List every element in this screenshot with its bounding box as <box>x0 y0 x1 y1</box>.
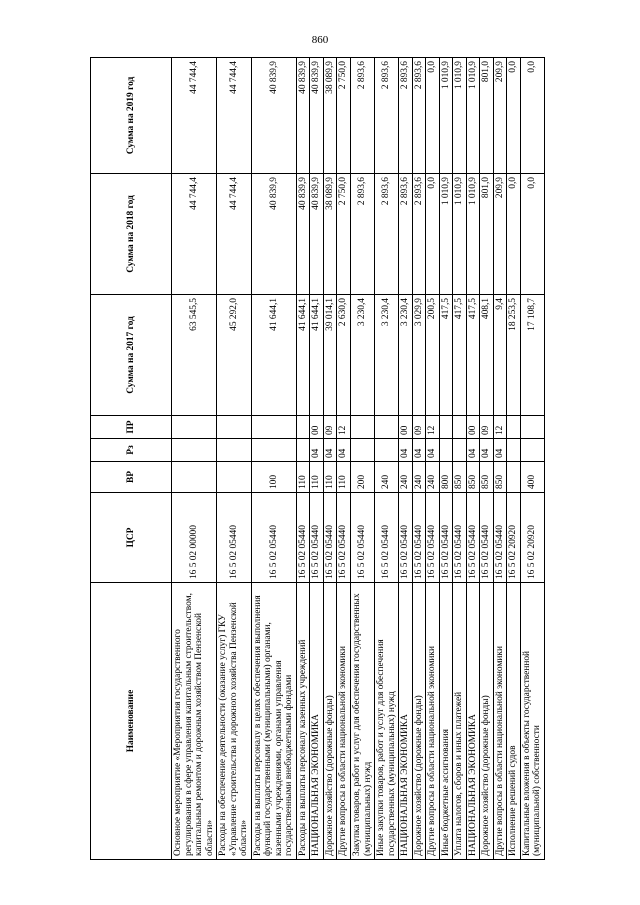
table-row <box>426 58 440 860</box>
cell-2017: 417,5 <box>439 295 453 416</box>
cell-name: Дорожное хозяйство (дорожные фонды) <box>412 583 426 860</box>
cell-pr <box>172 416 217 439</box>
cell-2019: 1 010,9 <box>466 58 480 174</box>
cell-2018: 1 010,9 <box>439 174 453 295</box>
cell-name: Другие вопросы в области национальной экономики <box>493 583 507 860</box>
cell-rz <box>439 439 453 462</box>
table-row <box>350 58 374 860</box>
cell-2017: 41 644,1 <box>296 295 310 416</box>
cell-2017: 63 545,5 <box>172 295 217 416</box>
cell-rz: 04 <box>480 439 494 462</box>
cell-name: Иные закупки товаров, работ и услуг для обеспечения государственных (муниципальных) нужд <box>375 583 399 860</box>
page-number: 860 <box>311 34 329 46</box>
cell-2017: 2 630,0 <box>337 295 351 416</box>
cell-2018: 40 839,9 <box>296 174 310 295</box>
cell-2019: 2 893,6 <box>412 58 426 174</box>
budget-table <box>90 57 545 860</box>
cell-vr: 240 <box>412 462 426 493</box>
cell-vr: 800 <box>439 462 453 493</box>
cell-pr: 09 <box>323 416 337 439</box>
cell-rz: 04 <box>426 439 440 462</box>
cell-csr: 16 5 02 05440 <box>310 493 324 583</box>
cell-2019: 38 089,9 <box>323 58 337 174</box>
cell-2018: 44 744,4 <box>217 174 252 295</box>
cell-name: Расходы на обеспечение деятельности (оказание услуг) ГКУ «Управление строительства и дорожного хозяйства Пензенской области» <box>217 583 252 860</box>
cell-pr <box>453 416 467 439</box>
table-body <box>172 58 545 860</box>
cell-vr: 850 <box>466 462 480 493</box>
cell-2019: 0,0 <box>426 58 440 174</box>
cell-pr <box>439 416 453 439</box>
cell-pr: 09 <box>412 416 426 439</box>
cell-csr: 16 5 02 05440 <box>399 493 413 583</box>
cell-rz: 04 <box>412 439 426 462</box>
cell-2019: 40 839,9 <box>310 58 324 174</box>
table-row <box>217 58 252 860</box>
cell-csr: 16 5 02 05440 <box>350 493 374 583</box>
cell-pr: 00 <box>399 416 413 439</box>
header-2019: Сумма на 2019 год <box>91 58 172 174</box>
cell-csr: 16 5 02 05440 <box>493 493 507 583</box>
cell-csr: 16 5 02 05440 <box>426 493 440 583</box>
cell-2017: 41 644,1 <box>251 295 296 416</box>
table-row <box>439 58 453 860</box>
cell-2018: 40 839,9 <box>310 174 324 295</box>
cell-pr <box>375 416 399 439</box>
cell-rz <box>172 439 217 462</box>
cell-name: Дорожное хозяйство (дорожные фонды) <box>323 583 337 860</box>
cell-csr: 16 5 02 05440 <box>217 493 252 583</box>
cell-csr: 16 5 02 05440 <box>251 493 296 583</box>
cell-2018: 0,0 <box>426 174 440 295</box>
cell-2018: 2 893,6 <box>375 174 399 295</box>
cell-2018: 1 010,9 <box>466 174 480 295</box>
cell-csr: 16 5 02 05440 <box>375 493 399 583</box>
header-2017: Сумма на 2017 год <box>91 295 172 416</box>
cell-2018: 2 893,6 <box>412 174 426 295</box>
cell-pr <box>350 416 374 439</box>
cell-pr: 12 <box>337 416 351 439</box>
table-row <box>520 58 544 860</box>
cell-2017: 3 230,4 <box>399 295 413 416</box>
cell-2018: 209,9 <box>493 174 507 295</box>
cell-pr: 12 <box>493 416 507 439</box>
cell-name: Иные бюджетные ассигнования <box>439 583 453 860</box>
cell-2019: 44 744,4 <box>217 58 252 174</box>
cell-name: Закупка товаров, работ и услуг для обеспечения государственных (муниципальных) нужд <box>350 583 374 860</box>
cell-pr <box>217 416 252 439</box>
cell-rz: 04 <box>323 439 337 462</box>
cell-csr: 16 5 02 05440 <box>323 493 337 583</box>
cell-name: Расходы на выплаты персоналу в целях обеспечения выполнения функций государственными (муниципальными) органами, казенными учреждениями, органами управления государственными внебюджетными фондами <box>251 583 296 860</box>
table-row <box>399 58 413 860</box>
cell-2017: 3 029,9 <box>412 295 426 416</box>
header-rz: Рз <box>91 439 172 462</box>
cell-rz <box>520 439 544 462</box>
table-row <box>412 58 426 860</box>
cell-rz: 04 <box>466 439 480 462</box>
cell-csr: 16 5 02 05440 <box>453 493 467 583</box>
cell-csr: 16 5 02 00000 <box>172 493 217 583</box>
cell-vr: 240 <box>426 462 440 493</box>
cell-pr <box>507 416 521 439</box>
cell-2017: 408,1 <box>480 295 494 416</box>
rotated-table-frame <box>90 58 568 860</box>
cell-2019: 0,0 <box>520 58 544 174</box>
cell-pr <box>520 416 544 439</box>
table-row <box>337 58 351 860</box>
cell-2017: 17 108,7 <box>520 295 544 416</box>
cell-2017: 18 253,5 <box>507 295 521 416</box>
cell-pr: 12 <box>426 416 440 439</box>
cell-2018: 1 010,9 <box>453 174 467 295</box>
cell-rz <box>296 439 310 462</box>
cell-2017: 39 014,1 <box>323 295 337 416</box>
cell-rz <box>251 439 296 462</box>
cell-rz <box>217 439 252 462</box>
header-csr: ЦСР <box>91 493 172 583</box>
cell-2018: 2 893,6 <box>399 174 413 295</box>
table-row <box>172 58 217 860</box>
cell-2019: 2 750,0 <box>337 58 351 174</box>
cell-name: Исполнение решений судов <box>507 583 521 860</box>
cell-csr: 16 5 02 05440 <box>480 493 494 583</box>
cell-vr <box>217 462 252 493</box>
table-row <box>507 58 521 860</box>
table-row <box>323 58 337 860</box>
cell-vr: 240 <box>399 462 413 493</box>
cell-rz: 04 <box>493 439 507 462</box>
cell-name: Капитальные вложения в объекты государственной (муниципальной) собственности <box>520 583 544 860</box>
cell-name: Другие вопросы в области национальной экономики <box>337 583 351 860</box>
cell-csr: 16 5 02 05440 <box>296 493 310 583</box>
cell-2019: 801,0 <box>480 58 494 174</box>
cell-name: Расходы на выплаты персоналу казенных учреждений <box>296 583 310 860</box>
cell-vr: 110 <box>337 462 351 493</box>
header-2018: Сумма на 2018 год <box>91 174 172 295</box>
table-container <box>90 58 568 860</box>
cell-rz <box>453 439 467 462</box>
cell-csr: 16 5 02 05440 <box>412 493 426 583</box>
cell-vr: 110 <box>310 462 324 493</box>
cell-rz: 04 <box>310 439 324 462</box>
cell-csr: 16 5 02 05440 <box>439 493 453 583</box>
cell-2017: 417,5 <box>466 295 480 416</box>
cell-name: Другие вопросы в области национальной экономики <box>426 583 440 860</box>
table-row <box>480 58 494 860</box>
cell-pr <box>251 416 296 439</box>
cell-2018: 801,0 <box>480 174 494 295</box>
cell-rz: 04 <box>399 439 413 462</box>
cell-vr <box>172 462 217 493</box>
cell-2019: 209,9 <box>493 58 507 174</box>
cell-2018: 38 089,9 <box>323 174 337 295</box>
cell-vr: 110 <box>296 462 310 493</box>
cell-2017: 3 230,4 <box>350 295 374 416</box>
cell-name: НАЦИОНАЛЬНАЯ ЭКОНОМИКА <box>399 583 413 860</box>
cell-rz <box>350 439 374 462</box>
cell-vr: 110 <box>323 462 337 493</box>
table-header <box>91 58 172 860</box>
cell-csr: 16 5 02 05440 <box>337 493 351 583</box>
cell-name: НАЦИОНАЛЬНАЯ ЭКОНОМИКА <box>310 583 324 860</box>
cell-rz: 04 <box>337 439 351 462</box>
cell-2017: 45 292,0 <box>217 295 252 416</box>
cell-2017: 200,5 <box>426 295 440 416</box>
cell-2018: 2 893,6 <box>350 174 374 295</box>
cell-2018: 0,0 <box>507 174 521 295</box>
cell-vr: 240 <box>375 462 399 493</box>
header-row <box>91 58 172 860</box>
cell-2019: 1 010,9 <box>439 58 453 174</box>
cell-2019: 40 839,9 <box>296 58 310 174</box>
cell-2019: 2 893,6 <box>399 58 413 174</box>
cell-vr: 850 <box>453 462 467 493</box>
cell-2019: 44 744,4 <box>172 58 217 174</box>
cell-csr: 16 5 02 20920 <box>520 493 544 583</box>
table-row <box>296 58 310 860</box>
table-row <box>493 58 507 860</box>
cell-2018: 44 744,4 <box>172 174 217 295</box>
table-row <box>453 58 467 860</box>
cell-vr: 850 <box>493 462 507 493</box>
cell-pr <box>296 416 310 439</box>
cell-2019: 0,0 <box>507 58 521 174</box>
cell-rz <box>507 439 521 462</box>
cell-vr <box>507 462 521 493</box>
cell-2019: 2 893,6 <box>350 58 374 174</box>
cell-pr: 00 <box>466 416 480 439</box>
header-name: Наименование <box>91 583 172 860</box>
cell-vr: 850 <box>480 462 494 493</box>
cell-2019: 40 839,9 <box>251 58 296 174</box>
table-row <box>466 58 480 860</box>
cell-2017: 9,4 <box>493 295 507 416</box>
cell-csr: 16 5 02 05440 <box>466 493 480 583</box>
cell-csr: 16 5 02 20920 <box>507 493 521 583</box>
cell-name: Основное мероприятие «Мероприятия государственного регулирования в сфере управления капитальным строительством, капитальным ремонтом и дорожным хозяйством Пензенской области» <box>172 583 217 860</box>
cell-vr: 400 <box>520 462 544 493</box>
table-row <box>251 58 296 860</box>
cell-name: Уплата налогов, сборов и иных платежей <box>453 583 467 860</box>
cell-name: НАЦИОНАЛЬНАЯ ЭКОНОМИКА <box>466 583 480 860</box>
cell-vr: 100 <box>251 462 296 493</box>
cell-vr: 200 <box>350 462 374 493</box>
cell-2017: 3 230,4 <box>375 295 399 416</box>
table-row <box>310 58 324 860</box>
cell-rz <box>375 439 399 462</box>
cell-2019: 1 010,9 <box>453 58 467 174</box>
cell-2017: 417,5 <box>453 295 467 416</box>
cell-pr: 09 <box>480 416 494 439</box>
cell-2019: 2 893,6 <box>375 58 399 174</box>
cell-2018: 0,0 <box>520 174 544 295</box>
cell-name: Дорожное хозяйство (дорожные фонды) <box>480 583 494 860</box>
table-row <box>375 58 399 860</box>
cell-pr: 00 <box>310 416 324 439</box>
cell-2018: 40 839,9 <box>251 174 296 295</box>
cell-2018: 2 750,0 <box>337 174 351 295</box>
header-pr: ПР <box>91 416 172 439</box>
cell-2017: 41 644,1 <box>310 295 324 416</box>
header-vr: ВР <box>91 462 172 493</box>
